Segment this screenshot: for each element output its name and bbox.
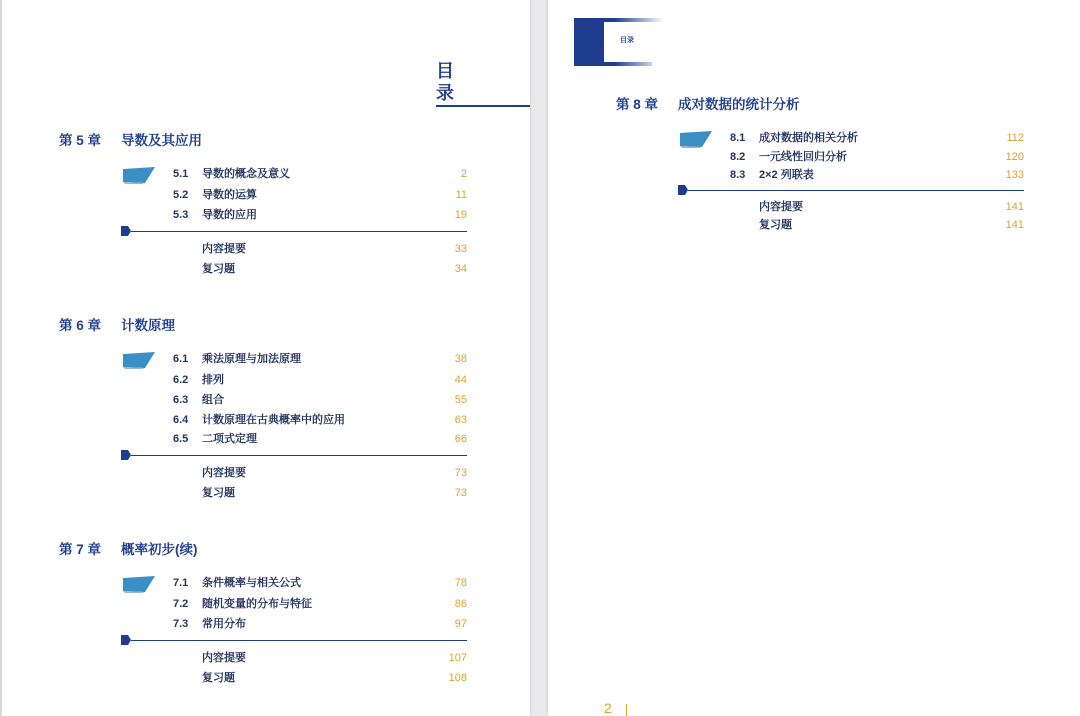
extra-title: 内容提要 — [202, 652, 246, 664]
flag-icon — [121, 349, 157, 369]
section-divider — [688, 190, 1024, 191]
page-number: 55 — [454, 394, 467, 406]
flag-icon — [121, 573, 157, 593]
section-title: 导数的运算 — [202, 189, 257, 201]
toc-entry[interactable] — [173, 188, 257, 202]
toc-entry[interactable] — [730, 168, 814, 182]
toc-entry[interactable] — [173, 373, 224, 387]
toc-entry[interactable] — [759, 200, 803, 214]
section-title: 计数原理在古典概率中的应用 — [202, 414, 345, 426]
toc-entry[interactable] — [202, 671, 235, 685]
page-edge — [0, 0, 2, 716]
page-number: 141 — [1005, 219, 1024, 231]
toc-entry[interactable] — [173, 597, 312, 611]
page-number: 120 — [1005, 151, 1024, 163]
chapter-title: 导数及其应用 — [121, 133, 202, 148]
section-number: 8.1 — [730, 132, 746, 144]
section-divider — [131, 231, 467, 232]
chapter-number: 第 5 章 — [59, 133, 102, 148]
flag-icon — [121, 164, 157, 184]
extra-title: 内容提要 — [759, 201, 803, 213]
section-number: 6.2 — [173, 374, 189, 386]
section-number: 7.1 — [173, 577, 189, 589]
chapter-heading[interactable] — [59, 132, 202, 150]
flag-icon — [678, 128, 714, 148]
page-number: 108 — [448, 672, 467, 684]
section-divider — [131, 455, 467, 456]
page-number: 73 — [454, 467, 467, 479]
page-number: 133 — [1005, 169, 1024, 181]
page-number: 97 — [454, 618, 467, 630]
section-title: 导数的概念及意义 — [202, 168, 290, 180]
header-label: 目录 — [620, 37, 634, 44]
toc-entry[interactable] — [173, 576, 301, 590]
chapter-title: 概率初步(续) — [121, 542, 198, 557]
section-title: 2×2 列联表 — [759, 169, 814, 181]
section-title: 一元线性回归分析 — [759, 151, 847, 163]
page-number: 19 — [454, 209, 467, 221]
toc-entry[interactable] — [202, 466, 246, 480]
section-title: 二项式定理 — [202, 433, 257, 445]
page-number: 34 — [454, 263, 467, 275]
section-title: 乘法原理与加法原理 — [202, 353, 301, 365]
toc-entry[interactable] — [173, 413, 345, 427]
section-number: 6.4 — [173, 414, 189, 426]
toc-entry[interactable] — [202, 242, 246, 256]
footer-page-number: 2 — [604, 700, 612, 716]
section-title: 常用分布 — [202, 618, 246, 630]
section-title: 成对数据的相关分析 — [759, 132, 858, 144]
section-number: 8.2 — [730, 151, 746, 163]
section-number: 6.5 — [173, 433, 189, 445]
section-number: 6.1 — [173, 353, 189, 365]
chapter-number: 第 6 章 — [59, 318, 102, 333]
toc-entry[interactable] — [173, 208, 257, 222]
toc-entry[interactable] — [173, 167, 290, 181]
chapter-heading[interactable] — [616, 96, 800, 114]
extra-title: 复习题 — [202, 672, 235, 684]
section-number: 6.3 — [173, 394, 189, 406]
chapter-title: 成对数据的统计分析 — [678, 97, 800, 112]
page-number: 33 — [454, 243, 467, 255]
chapter-number: 第 7 章 — [59, 542, 102, 557]
rule-cap-icon — [121, 450, 131, 460]
page-number: 11 — [455, 189, 467, 201]
section-number: 8.3 — [730, 169, 746, 181]
section-number: 5.2 — [173, 189, 189, 201]
page-number: 38 — [454, 353, 467, 365]
page-number: 66 — [454, 433, 467, 445]
section-title: 组合 — [202, 394, 224, 406]
page-number: 44 — [454, 374, 467, 386]
extra-title: 内容提要 — [202, 243, 246, 255]
chapter-title: 计数原理 — [121, 318, 175, 333]
header-banner — [574, 18, 664, 66]
left-page — [0, 0, 530, 716]
toc-entry[interactable] — [202, 262, 235, 276]
toc-entry[interactable] — [173, 432, 257, 446]
toc-entry[interactable] — [173, 617, 246, 631]
page-number: 2 — [460, 168, 467, 180]
footer-divider — [626, 704, 627, 716]
page-number: 141 — [1005, 201, 1024, 213]
page-number: 107 — [448, 652, 467, 664]
section-title: 排列 — [202, 374, 224, 386]
page-number: 73 — [454, 487, 467, 499]
chapter-heading[interactable] — [59, 541, 198, 559]
toc-entry[interactable] — [730, 150, 847, 164]
right-page — [548, 0, 1080, 716]
toc-entry[interactable] — [173, 393, 224, 407]
extra-title: 复习题 — [759, 219, 792, 231]
toc-title: 目 录 — [436, 60, 530, 107]
extra-title: 复习题 — [202, 263, 235, 275]
toc-entry[interactable] — [202, 486, 235, 500]
section-number: 7.2 — [173, 598, 189, 610]
page-number: 63 — [454, 414, 467, 426]
section-number: 5.3 — [173, 209, 189, 221]
chapter-heading[interactable] — [59, 317, 175, 335]
section-number: 5.1 — [173, 168, 189, 180]
chapter-number: 第 8 章 — [616, 97, 659, 112]
page-number: 112 — [1006, 132, 1024, 144]
extra-title: 内容提要 — [202, 467, 246, 479]
toc-entry[interactable] — [173, 352, 301, 366]
section-title: 随机变量的分布与特征 — [202, 598, 312, 610]
section-divider — [131, 640, 467, 641]
section-title: 导数的应用 — [202, 209, 257, 221]
rule-cap-icon — [121, 635, 131, 645]
rule-cap-icon — [121, 226, 131, 236]
toc-entry[interactable] — [730, 131, 858, 145]
toc-entry[interactable] — [759, 218, 792, 232]
page-number: 78 — [454, 577, 467, 589]
toc-entry[interactable] — [202, 651, 246, 665]
section-title: 条件概率与相关公式 — [202, 577, 301, 589]
page-number: 86 — [454, 598, 467, 610]
extra-title: 复习题 — [202, 487, 235, 499]
section-number: 7.3 — [173, 618, 189, 630]
rule-cap-icon — [678, 185, 688, 195]
